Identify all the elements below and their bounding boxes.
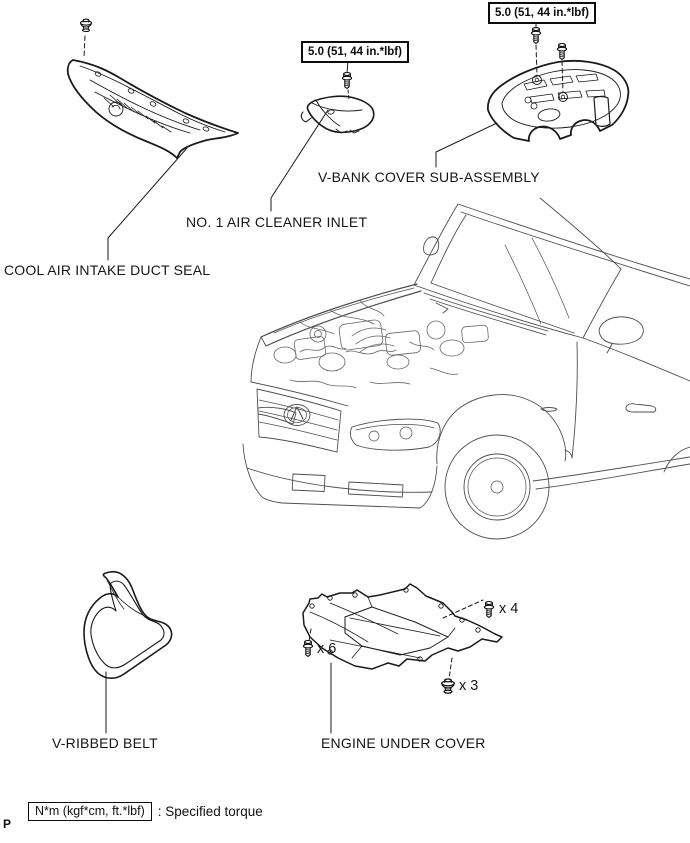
fastener-count-x4: x 4 xyxy=(499,601,519,617)
torque-spec-box-v-bank-cover: 5.0 (51, 44 in.*lbf) xyxy=(488,2,596,24)
fastener-count-x3: x 3 xyxy=(459,678,479,694)
torque-legend xyxy=(28,802,263,821)
label-v-bank-cover-sub-assembly: V-BANK COVER SUB-ASSEMBLY xyxy=(318,169,540,185)
fastener-leader-dashed xyxy=(536,45,537,75)
bolt-icon xyxy=(342,73,351,89)
clip-icon xyxy=(81,19,92,31)
label-engine-under-cover: ENGINE UNDER COVER xyxy=(321,735,486,751)
torque-spec-box-air-cleaner-inlet: 5.0 (51, 44 in.*lbf) xyxy=(301,41,409,63)
fastener-leader-dashed xyxy=(562,61,563,92)
bolt-icon xyxy=(557,44,566,60)
label-v-ribbed-belt: V-RIBBED BELT xyxy=(52,735,158,751)
label-no1-air-cleaner-inlet: NO. 1 AIR CLEANER INLET xyxy=(186,214,368,230)
label-cool-air-intake-duct-seal: COOL AIR INTAKE DUCT SEAL xyxy=(4,262,211,278)
torque-legend-description: : Specified torque xyxy=(157,804,263,819)
engine-bay-detail xyxy=(274,300,489,388)
fastener-leader-dashed xyxy=(84,36,85,58)
torque-legend-unit-box: N*m (kgf*cm, ft.*lbf) xyxy=(28,802,152,821)
v-ribbed-belt-drawing xyxy=(84,572,172,733)
bolt-icon xyxy=(303,641,312,657)
air-cleaner-inlet-drawing xyxy=(271,60,374,211)
bolt-icon xyxy=(484,602,493,618)
v-bank-cover-leader-line xyxy=(436,123,497,167)
car-illustration xyxy=(243,198,690,539)
engine-under-cover-drawing xyxy=(303,584,502,733)
inlet-leader-line xyxy=(271,110,328,211)
v-bank-cover-drawing xyxy=(436,23,628,167)
page-marker: P xyxy=(3,817,12,831)
clip-icon xyxy=(442,679,455,693)
fastener-count-x6: x 6 xyxy=(317,641,337,657)
fastener-leader-dashed xyxy=(449,658,452,679)
fastener-leader-dashed xyxy=(348,90,349,99)
duct-seal-leader-line xyxy=(108,148,187,260)
bolt-icon xyxy=(531,28,540,44)
